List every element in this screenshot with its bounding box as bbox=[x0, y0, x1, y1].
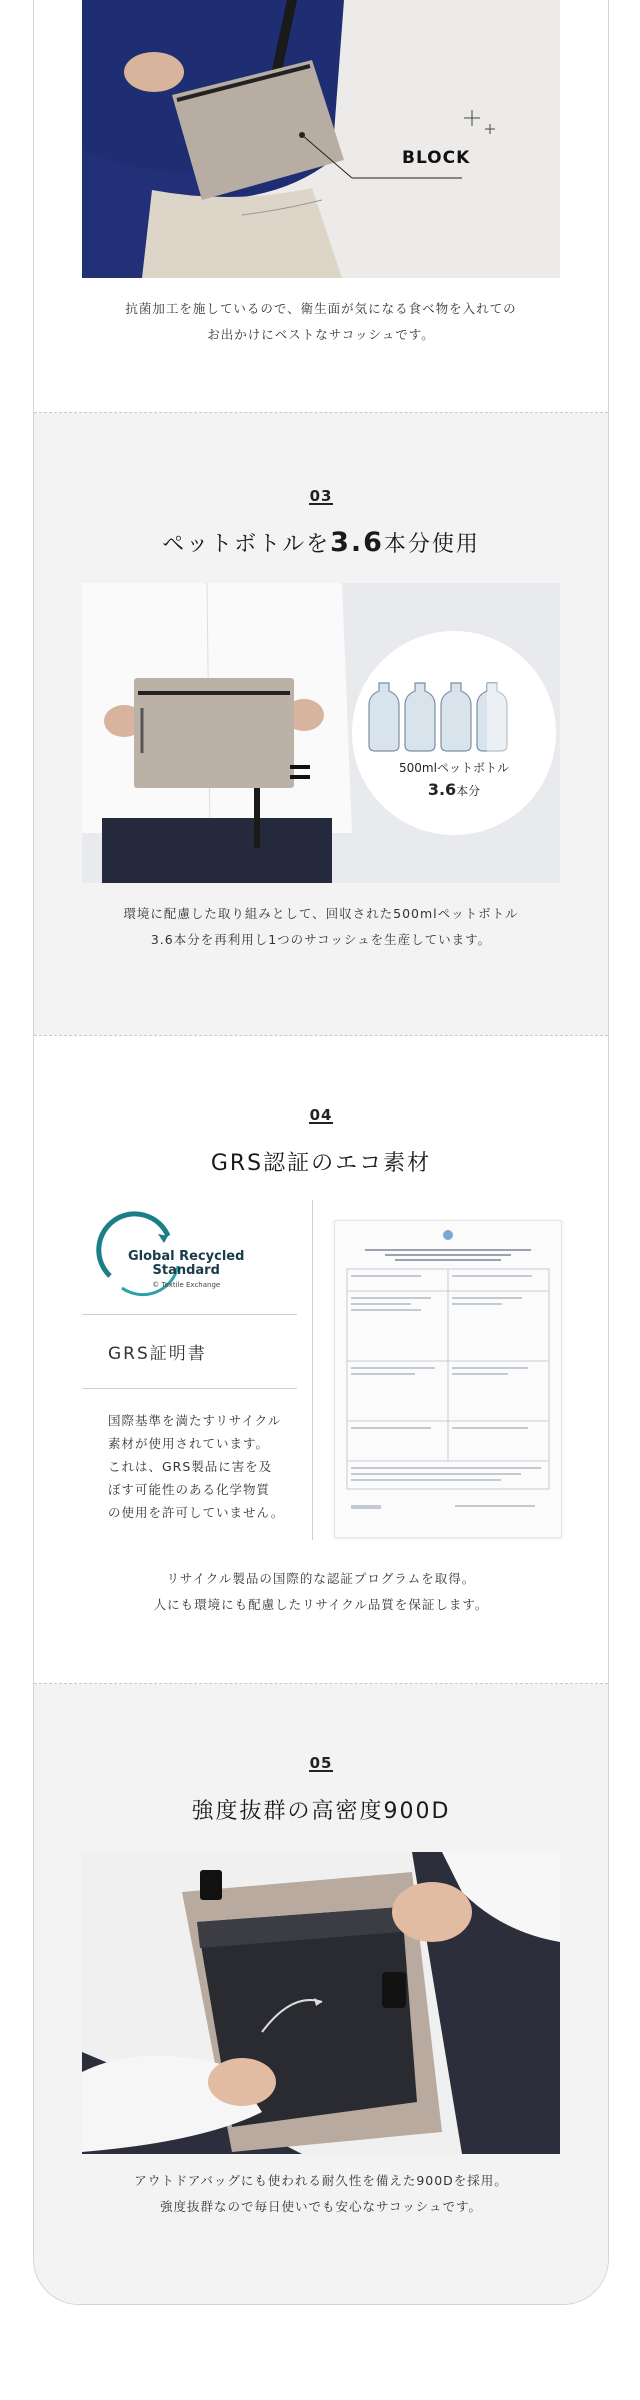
grs-description bbox=[34, 1566, 608, 1618]
section-number: 05 bbox=[309, 1754, 333, 1772]
section-number: 03 bbox=[309, 487, 333, 505]
photo-bag-worn bbox=[82, 0, 560, 278]
bottle-caption bbox=[352, 759, 556, 799]
description-line: アウトドアバッグにも使われる耐久性を備えた900Dを採用。 bbox=[134, 2173, 508, 2188]
grs-cert-label: GRS証明書 bbox=[108, 1344, 207, 1364]
section-antibacterial bbox=[34, 0, 608, 412]
section-title bbox=[34, 527, 608, 558]
description-line: 抗菌加工を施しているので、衛生面が気になる食べ物を入れての bbox=[125, 301, 517, 316]
description-line: 3.6本分を再利用し1つのサコッシュを生産しています。 bbox=[150, 932, 492, 947]
description-line: 人にも環境にも配慮したリサイクル品質を保証します。 bbox=[153, 1597, 489, 1612]
photo-bag-held bbox=[82, 583, 560, 883]
bag-held-illustration bbox=[82, 583, 560, 883]
grs-certificate-image bbox=[334, 1220, 562, 1538]
bottle-count-unit: 本分 bbox=[456, 784, 481, 798]
bottle-text: 500mlペットボトル bbox=[399, 761, 509, 775]
description-line: お出かけにベストなサコッシュです。 bbox=[207, 327, 435, 342]
900d-description bbox=[34, 2168, 608, 2220]
grs-info bbox=[82, 1206, 297, 1524]
section-900d bbox=[34, 1684, 608, 2304]
title-number: 3.6 bbox=[330, 527, 384, 558]
section-number: 04 bbox=[309, 1106, 333, 1124]
description-line: 環境に配慮した取り組みとして、回収された500mlペットボトル bbox=[123, 906, 519, 921]
description-line: リサイクル製品の国際的な認証プログラムを取得。 bbox=[166, 1571, 476, 1586]
grs-body-text: 国際基準を満たすリサイクル 素材が使用されています。 これは、GRS製品に害を及 ぼす可能性のある化学物質 の使用を許可していません。 bbox=[108, 1413, 285, 1520]
block-label: BLOCK bbox=[402, 148, 471, 168]
grs-vertical-divider bbox=[312, 1200, 313, 1540]
antibacterial-description bbox=[34, 296, 608, 348]
pet-description bbox=[34, 901, 608, 953]
bag-open-illustration bbox=[82, 1852, 560, 2154]
section-grs bbox=[34, 1036, 608, 1683]
section-pet-bottles bbox=[34, 413, 608, 1035]
grs-logo bbox=[82, 1206, 297, 1302]
title-suffix: 本分使用 bbox=[383, 532, 480, 557]
logo-text: Global Recycled Standard © Textile Exchange bbox=[128, 1249, 245, 1289]
title-prefix: ペットボトルを bbox=[162, 532, 331, 557]
page-frame bbox=[33, 0, 609, 2305]
bag-worn-illustration bbox=[82, 0, 560, 278]
bottle-count: 3.6 bbox=[427, 780, 457, 799]
description-line: 強度抜群なので毎日使いでも安心なサコッシュです。 bbox=[159, 2199, 482, 2214]
certificate-document bbox=[335, 1221, 561, 1537]
photo-bag-open bbox=[82, 1852, 560, 2154]
section-title: GRS認証のエコ素材 bbox=[210, 1151, 432, 1176]
bottle-count-line bbox=[352, 780, 556, 799]
section-title: 強度抜群の高密度900D bbox=[191, 1799, 451, 1824]
